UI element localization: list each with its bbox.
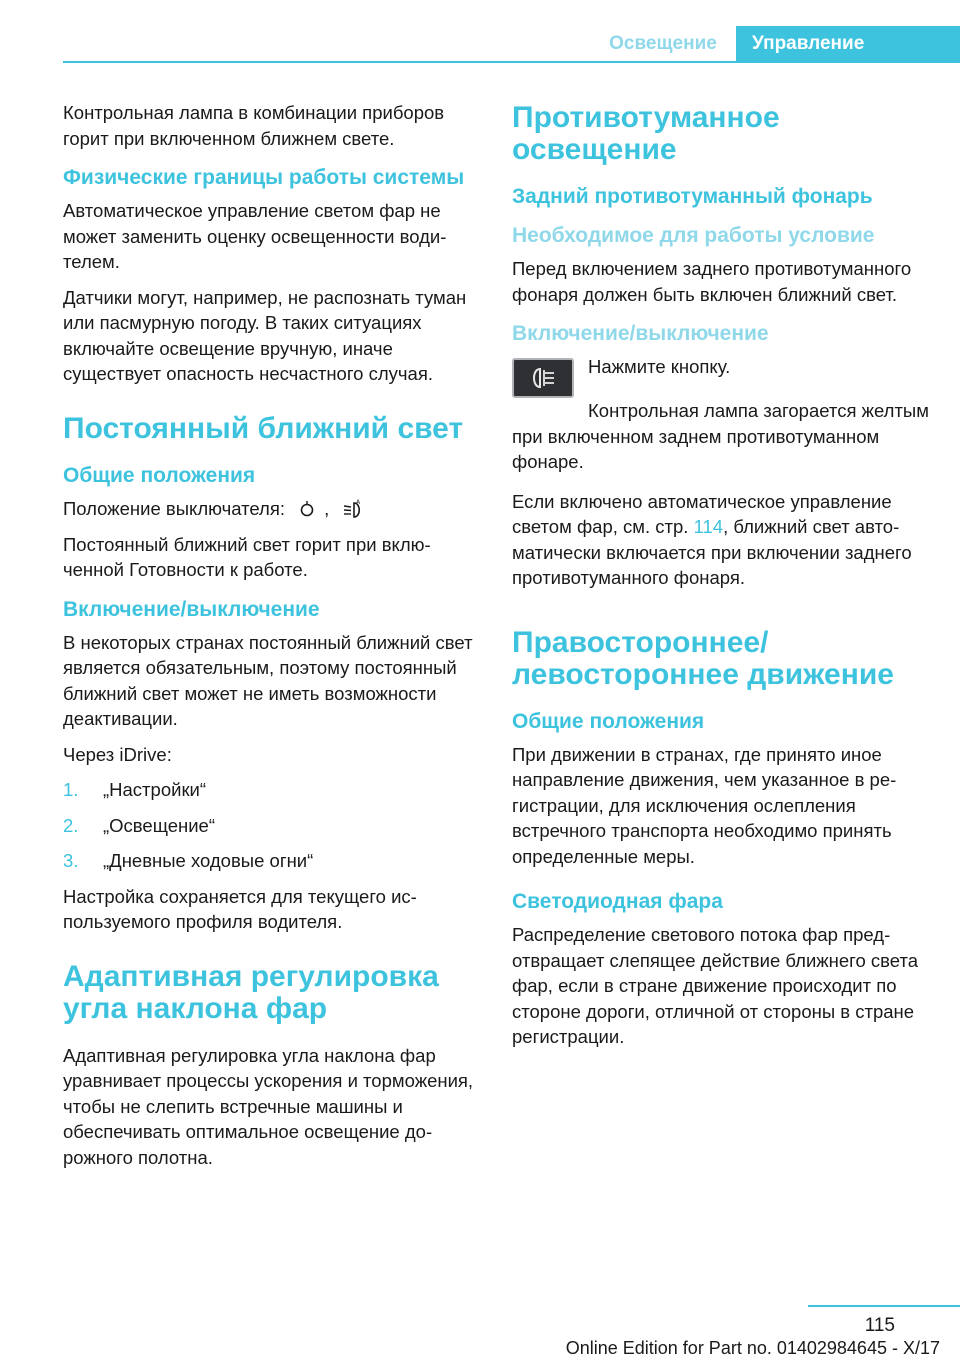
heading-led-headlight: Светодиодная фара — [512, 890, 723, 913]
heading-system-limits: Физические границы работы системы — [63, 166, 465, 189]
edition-note: Online Edition for Part no. 01402984645 - X/17 — [565, 1338, 940, 1358]
header-tab-lighting: Освещение — [609, 33, 717, 54]
rear-fog-lamp-icon — [514, 360, 572, 396]
idrive-steps — [63, 777, 475, 874]
heading-on-off-2: Включение/выключение — [512, 322, 769, 345]
paragraph-fog-indicator: Контрольная лампа загорается желтым при включенном заднем противотуманном фонаре. — [512, 400, 929, 472]
step-number: 2. — [63, 814, 79, 836]
heading-fog-lighting: Противотуманное освещение — [512, 101, 780, 166]
step-text: „Дневные ходовые огни“ — [103, 850, 314, 872]
paragraph-sensors: Датчики могут, например, не распознать туман или пасмурную погоду. В таких ситуациях включайте освещение вручную, иначе существует опасность несчастного случая. — [63, 286, 467, 384]
heading-on-off-1: Включение/выключение — [63, 597, 320, 621]
heading-general-2: Общие положения — [512, 709, 705, 733]
paragraph-profile-saved: Настройка сохраняется для текущего используемого профиля водителя. — [63, 885, 417, 933]
paragraph-via-idrive: Через iDrive: — [63, 743, 172, 765]
paragraph-auto-control: Автоматическое управление светом фар не может заменить оценку освещенности водителем. — [63, 200, 447, 272]
heading-required-condition: Необходимое для работы условие — [512, 224, 875, 247]
paragraph-press-button: Нажмите кнопку. — [588, 356, 731, 377]
paragraph-indicator-lamp: Контрольная лампа в комбинации приборов горит при включенном ближнем свете. — [63, 102, 445, 149]
heading-adaptive-leveling: Адаптивная регулировка угла наклона фар — [63, 959, 439, 1025]
paragraph-permanent-on: Постоянный ближний свет горит при включенной Готовности к работе. — [63, 533, 431, 581]
paragraph-traffic-side: При движении в странах, где принято иное направление движения, чем указанное в регистрации, для исключения ослепления встречного транспорта необходимо принять определенные меры. — [512, 743, 897, 867]
switch-position-label: Положение выключателя: — [63, 497, 286, 519]
list-item — [63, 777, 475, 803]
step-number: 1. — [63, 779, 79, 801]
paragraph-switch-position — [63, 496, 475, 522]
paragraph-auto-fog — [512, 489, 932, 591]
paragraph-mandatory-countries: В некоторых странах постоянный ближний свет является обязательным, поэтому постоянный ближний свет может не иметь возможности деактивации. — [63, 631, 473, 730]
auto-fog-text-a: Если включено автоматическое управление светом фар, см. стр. — [512, 490, 892, 537]
heading-general-1: Общие положения — [63, 463, 256, 487]
switch-separator: , — [324, 497, 330, 519]
paragraph-adaptive-leveling: Адаптивная регулировка угла наклона фар уравнивает процессы ускорения и торможения, чтобы не слепить встречные машины и обеспечивать оптимальное освещение дорожного полотна. — [63, 1044, 474, 1168]
right-column — [512, 100, 932, 1060]
rear-fog-button — [512, 358, 574, 398]
switch-off-icon — [296, 498, 318, 522]
footer-rule — [808, 1305, 960, 1307]
step-number: 3. — [63, 850, 79, 872]
auto-fog-text-b: , ближний свет автоматически включается при включении заднего противотуманного фонаря. — [512, 516, 912, 588]
heading-rear-fog-lamp: Задний противотуманный фонарь — [512, 185, 873, 208]
header-tab-controls: Управление — [736, 26, 960, 62]
step-text: „Освещение“ — [103, 814, 216, 836]
left-column — [63, 100, 475, 1180]
paragraph-fog-precondition: Перед включением заднего противотуманного фонаря должен быть включен ближний свет. — [512, 258, 912, 305]
auto-headlight-icon — [340, 498, 362, 522]
page-number: 115 — [864, 1315, 895, 1336]
list-item — [63, 848, 475, 874]
svg-text:A: A — [356, 498, 361, 506]
page-reference-link[interactable]: 114 — [693, 516, 724, 537]
list-item — [63, 813, 475, 839]
step-text: „Настройки“ — [103, 779, 207, 801]
heading-traffic-side: Правостороннее/ левостороннее движение — [512, 625, 894, 691]
heading-permanent-low-beam: Постоянный ближний свет — [63, 411, 464, 445]
paragraph-led-headlight: Распределение светового потока фар предотвращает слепящее действие ближнего света фар, если в стране движение происходит по стороне дороги, отличной от стороны в стране регистрации. — [512, 924, 919, 1047]
header-rule — [63, 61, 960, 63]
fog-button-row — [512, 354, 932, 398]
